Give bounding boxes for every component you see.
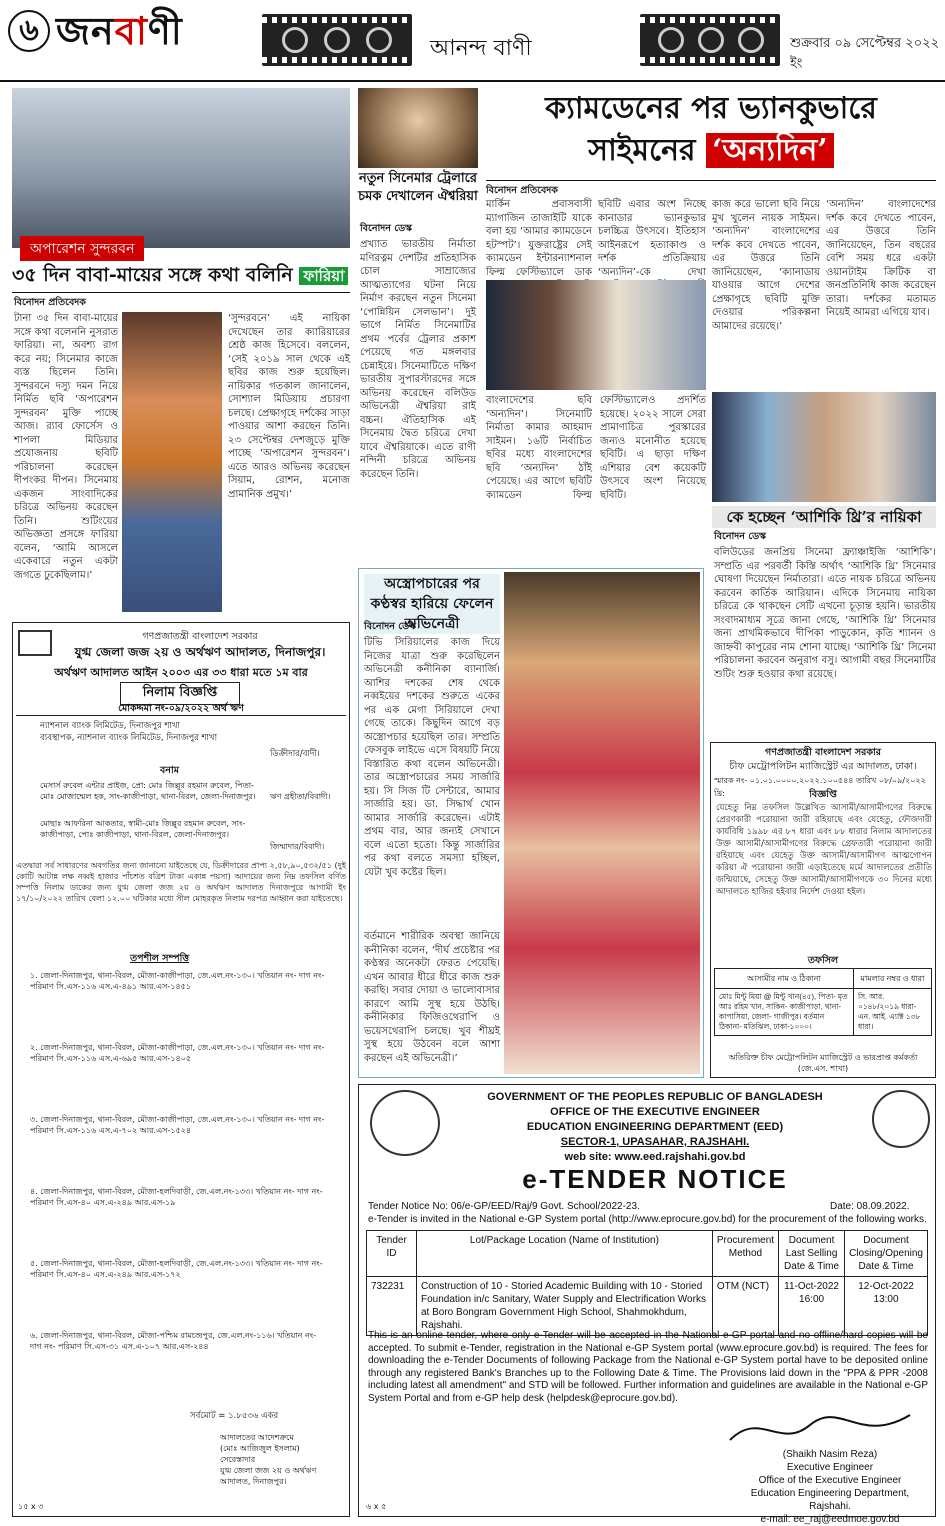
article-col-1: টানা ৩৫ দিন বাবা-মায়ের সঙ্গে কথা বলেননি নুসরাত ফারিয়া। না, অবশ্য রাগ করে নয়; সিনেমার কাজে ব্যস্ত ছিলেন তিনি। সুন্দরবনে দস্যু দমন নিয়ে নির্মিত ছবি ‘অপারেশন সুন্দরবন’ মুক্তি পাচ্ছে আজ। র‍্যাব ফোর্সেস ও শাপলা মিডিয়ার প্রযোজনায় ছবিটি পরিচালনা করেছেন দীপংকর দীপন। সিনেমায় একজন সাংবাদিকের চরিত্রে অভিনয় করেছেন তিনি। শুটিংয়ের অভিজ্ঞতা প্রসঙ্গে ফারিয়া বলেন, ‘আমি আসলে একেবারে নতুন একটা জগতে ঢুকেছিলাম।’ — [14, 313, 118, 581]
article-actress-2: বর্তমানে শারীরিক অবস্থা জানিয়ে কনীনিকা বলেন, ‘দীর্ঘ প্রচেষ্টার পর কণ্ঠস্বর অনেকটা ফেরত পেয়েছি। এখন আবার ধীরে ধীরে কাজ শুরু করছি। সবার দোয়া ও ভালোবাসার কারণে আমি সুস্থ হয়ে উঠছি। কনীনিকার ফিজিওথেরাপি ও ভয়েসথেরাপি চলছে। খুব শীঘ্রই সুস্থ হয়ে উঠবেন বলে আশা করছেন এই অভিনেত্রী।’ — [364, 931, 500, 1064]
eed-emblem-icon — [370, 1090, 440, 1156]
headline-simon: ক্যামডেনের পর ভ্যানকুভারে সাইমনের ‘অন্যদিন’ — [545, 91, 877, 168]
tender-footer: This is an online tender, where only e-Tender will be accepted in the National e-GP portal and no offline/hard copies will be accepted. To submit e-Tender, registration in the National e-GP System portal (www.eprocure.gov.bd) is required. The fees for downloading the e-Tender Documents of following Package from the National e-GP System portal have to be deposited online through any registered Bank's Branches up to the Following Date & Time. The Provisions laid down in the "PPA & PPR -2008 including latest all amendment" and STD will be followed. Further information and guidelines are available in the National e-GP System Portal and from e-GP help desk (helpdesk@eprocure.gov.bd). — [368, 1330, 928, 1404]
film-reel-icon — [262, 14, 412, 66]
lot-item: ৫. জেলা-দিনাজপুর, থানা-বিরল, মৌজা-হলদিবাড়ী, জে.এল.নং-১৩৩। খতিয়ান নং- দাগ নং- পরিমাণ সি.এস-৪০ এস.এ-২৪৯ আর.এস-১৭২ — [30, 1259, 323, 1279]
byline: বিনোদন প্রতিবেদক — [14, 297, 86, 308]
newspaper-logo: জনবাণী — [56, 8, 183, 53]
warrant-table: আসামীর নাম ও ঠিকানা মামলার নম্বর ও ধারা মোঃ মিন্টু মিয়া @ মিন্টু খান(৪৫), পিতা- মৃত আঃ রহিম খান, সাকিন- কাজীপাড়া, থানা- কাপাসিয়া, জেলা- গাজীপুর। বর্তমান ঠিকানা- মতিঝিল, ঢাকা-১০০০। সি. আর. ০১৪৮/২০১৯ ধারা- এন. আই. এ্যাক্ট ১৩৮ ধারা। — [714, 968, 932, 1036]
issue-date: শুক্রবার ০৯ সেপ্টেম্বর ২০২২ ইং — [790, 36, 940, 71]
gov-seal-icon — [872, 1090, 930, 1148]
table-row: 732231 Construction of 10 - Storied Academic Building with 10 - Storied Foundation in/c Sanitary, Water Supply and Electrification Works at Boro Bongram Government High School, Shahmokhdum, Rajshahi. OTM (NCT) 11-Oct-2022 16:00 12-Oct-2022 13:00 — [367, 1277, 928, 1336]
auction-title: নিলাম বিজ্ঞপ্তি — [120, 682, 240, 705]
photo-caption: অপারেশন সুন্দরবন — [20, 236, 144, 261]
auction-signature: আদালতের আদেশক্রমে (মোঃ আজিজুল ইসলাম) সেরেস্তাদার যুগ্ম জেলা জজ ২য় ও অর্থঋণ আদালত, দিনাজপুর। — [220, 1433, 317, 1486]
article-actress: টিভি সিরিয়ালের কাজ দিয়ে নিজের যাত্রা শুরু করেছিলেন অভিনেত্রী কনীনিকা ব্যানার্জি। আশির দশকের শেষ থেকে নব্বইয়ের দশকের শুরুতে একের পর এক মেগা সিরিয়ালে দেখা গেছে তাকে। কিছুদিন আগে বড় অস্ত্রোপচার হয়েছিল তার। সম্প্রতি ফেসবুক লাইভে এসে বিষয়টি নিয়ে বিস্তারিত কথা বলেন অভিনেত্রী। তার অস্ত্রোপচারের সময় সার্জারি হয়। সি সিজ টি সেন্টারে, আমার সার্জারি হয়। ডা. সিদ্ধার্থ খোন আমার সার্জারি করেছেন। এটাই প্রথম বার, আর জন্যই সেখানে বলে এতো হতো। কিন্তু সার্জারির পর কথা বলতে সমস্যা হচ্ছিল, যেটা খুব কষ্টের ছিল। — [364, 637, 500, 878]
actress-photo — [122, 312, 222, 612]
masthead — [0, 0, 945, 82]
heroines-photo — [712, 392, 936, 502]
article-col-2: ‘সুন্দরবনে’ এই নায়িকা দেখেছেন তার ক্যারিয়ারের শ্রেষ্ঠ কাজ হিসেবে। বললেন, ‘সেই ২০১৯ সাল থেকে এই ছবির কাজ শুরু হয়েছিল। নায়িকার গতকাল জানালেন, সোশ্যাল মিডিয়ায় প্রচারণা চলছে। প্রেক্ষাগৃহে দর্শকের সাড়া পাওয়ার আশা করছেন তিনি। ২৩ সেপ্টেম্বর দেশজুড়ে মুক্তি পাচ্ছে ‘অপারেশন সুন্দরবন’। এতে আরও অভিনয় করেছেন সিয়াম, রোশন, মনোজ প্রামানিক প্রমুখ।’ — [228, 313, 350, 500]
lot-item: ২. জেলা-দিনাজপুর, থানা-বিরল, মৌজা-কাজীপাড়া, জে.এল.নং-১৩০। খতিয়ান নং- দাগ নং- পরিমাণ সি.এস-১১৬ এস.এ-৬৯৫ আর.এস-১৪০৫ — [30, 1043, 325, 1063]
headline-aashiqui: কে হচ্ছেন ‘আশিকি থ্রি’র নায়িকা — [712, 506, 936, 528]
article-simon-col3: কাজ করে ভালো ছবি নিয়ে মুখ খুলেন নায়ক সাইমন। ‘অন্যদিন’ বাংলাদেশের দর্শক কবে দেখতে পাবেন, এর উত্তরে তিনি জানিয়েছেন, ‘ক্যানাডায় যাওয়ার আগে দেশের প্রেক্ষাগৃহে ছবিটি মুক্তি দেওয়ার পরিকল্পনা আমাদের রয়েছে।’ — [712, 199, 820, 332]
headline-actress: অস্ত্রোপচারের পর কণ্ঠস্বর হারিয়ে ফেলেন অভিনেত্রী — [364, 574, 500, 634]
headline-sundarban: ৩৫ দিন বাবা-মায়ের সঙ্গে কথা বলিনি ফারিয়া — [12, 262, 350, 289]
byline: বিনোদন ডেস্ক — [360, 223, 412, 234]
lot-item: ১. জেলা-দিনাজপুর, থানা-বিরল, মৌজা-কাজীপাড়া, জে.এল.নং-১৩০। খতিয়ান নং- দাগ নং- পরিমাণ সি.এস-১১৬ এস.এ-৪৯১ আর.এস-১৪৫১ — [30, 971, 325, 991]
lot-item: ৬. জেলা-দিনাজপুর, থানা-বিরল, মৌজা-পশ্চিম রামচন্দ্রপুর, জে.এল.নং-১১৬। খতিয়ান নং- দাগ নং- পরিমাণ সি.এস-৩১ এস.এ-১০৭ আর.এস-২৪৪ — [30, 1331, 317, 1351]
lot-item: ৩. জেলা-দিনাজপুর, থানা-বিরল, মৌজা-কাজীপাড়া, জে.এল.নং-১৩০। খতিয়ান নং- দাগ নং- পরিমাণ সি.এস-১১৬ এস.এ-৭০২ আর.এস-১৫২৪ — [30, 1115, 325, 1135]
article-simon-col1: মার্কিন প্রবাসবাসী ম্যাগাজিন তাজাইটি যাকে বলা হয় ‘আমার ক্যামডেনে হটস্পট’। যুক্তরাষ্ট্রের সেই ক্যামডেন ইন্টারন্যাশনাল ফিল্ম ফেস্টিভ্যালে ডাক — [486, 199, 592, 278]
byline: বিনোদন ডেস্ক — [714, 531, 766, 542]
headline-aishwarya: নতুন সিনেমার ট্রেলারে চমক দেখালেন ঐশ্বরিয়া — [358, 171, 478, 204]
lot-item: ৪. জেলা-দিনাজপুর, থানা-বিরল, মৌজা-হলদিবাড়ী, জে.এল.নং-১৩৩। খতিয়ান নং- দাগ নং- পরিমাণ সি.এস-৪০ এস.এ-২৪৯ আর.এস-১৯ — [30, 1187, 323, 1207]
tender-table: Tender ID Lot/Package Location (Name of Institution) Procurement Method Document Last Selling Date & Time Document Closing/Opening Date & Time 732231 Construction of 10 - Storied Academic Building with 10 - Storied Foundation in/c Sanitary, Water Supply and Electrification Works at Boro Bongram Government High School, Shahmokhdum, Rajshahi. OTM (NCT) 11-Oct-2022 16:00 12-Oct-2022 13:00 — [366, 1230, 928, 1336]
group-photo — [12, 88, 350, 248]
bank-logo-icon — [18, 630, 52, 656]
tender-org: GOVERNMENT OF THE PEOPLES REPUBLIC OF BANGLADESH OFFICE OF THE EXECUTIVE ENGINEER EDUCATION ENGINEERING DEPARTMENT (EED) SECTOR-1, UPASAHAR, RAJSHAHI. web site: www.eed.rajshahi.gov.bd — [487, 1091, 823, 1163]
name-badge: ফারিয়া — [299, 267, 348, 285]
aishwarya-photo — [358, 88, 478, 168]
article-aishwarya: প্রখ্যাত ভারতীয় নির্মাতা মণিরত্নম দেশটির প্রতিহাসিক চোল সাম্রাজ্যের আত্মত্যাগের ঘটনা নিয়ে নির্মাণ করছেন নতুন সিনেমা ‘পোন্নিয়িন সেলভান’। দুই ভাগে নির্মিত সিনেমাটির প্রথম পর্বের ট্রেলার প্রকাশ পেয়েছে গত মঙ্গলবার চেন্নাইয়ে। সিনেমাটিতে দক্ষিণ ভারতীয় সুপারস্টারদের সঙ্গে অভিনয় করেছেন বলিউড অভিনেত্রী ঐশ্বরিয়া রাই বচ্চন। ঐতিহাসিক এই সিনেমায় দ্বৈত চরিত্রে দেখা যাবে ঐশ্বরিয়াকে। এতে রাণী নন্দিনী চরিত্রে অভিনয় করেছেন তিনি। — [360, 239, 476, 480]
article-simon-lower: বাংলাদেশের ছবি ‘অন্যদিন’। সিনেমাটি নির্মাতা কামার আহমাদ সাইমন। ১৬টি নির্বাচিত ছবির মধ্যে বাংলাদেশের ছবি ‘অন্যদিন’ ঠাঁই পেয়েছে। এর আগে ছবিটি ক্যামডেন ফিল্ম ফেস্টিভ্যালেও প্রদর্শিত হয়েছে। ২০২২ সালে সেরা প্রামাণ্যচিত্র পুরস্কারের জন্যও মনোনীত হয়েছে ছবিটি। এ ছাড়া দক্ষিণ এশিয়ার বেশ কয়েকটি উৎসবে অংশ নিয়েছে ছবিটি। — [486, 395, 706, 501]
byline: বিনোদন প্রতিবেদক — [486, 185, 558, 196]
article-simon-col2: ছবিটি এবার অংশ নিচ্ছে কানাডার ভ্যানকুভার চলচ্চিত্র উৎসবে। ইতিহাস আইনরূপে হত্যাকাণ্ড ও দর্শক প্রতিক্রিয়ায় ‘অন্যদিন’-কে দেখা — [598, 199, 706, 278]
article-aashiqui: বলিউডের জনপ্রিয় সিনেমা ফ্র্যাঞ্চাইজি ‘আশিকি’। সম্প্রতি এর পরবর্তী কিস্তি অর্থাৎ ‘আশিকি থ্রি’ সিনেমার ঘোষণা দিয়েছেন নির্মাতারা। এতে নায়ক চরিত্রে অভিনয় করবেন কার্তিক আরিয়ান। এদিকে সিনেমায় নায়িকা চরিত্রে কে থাকছেন সেটি এখনো চূড়ান্ত হয়নি। ভারতীয় সংবাদমাধ্যম সূত্রে জানা গেছে, ‘আশিকি থ্রি’ সিনেমার জন্য প্রাথমিকভাবে দীপিকা পাড়ুকোন, কৃতি শ্যানন ও জাহ্নবী কাপুরের নাম শোনা যাচ্ছে। ‘আশিকি থ্রি’ সিনেমা পরিচালনা করবেন অনুরাগ বসু। আগামী বছর সিনেমাটির শুটিং শুরু হওয়ার কথা রয়েছে। — [714, 547, 936, 680]
film-strip-icon — [640, 14, 780, 66]
section-title: আনন্দ বাণী — [430, 36, 532, 61]
tender-title: e-TENDER NOTICE — [522, 1164, 788, 1194]
page-number: ৬ — [8, 10, 50, 52]
byline: বিনোদন ডেস্ক — [364, 621, 416, 632]
article-simon-col4: ‘অন্যদিন’ বাংলাদেশের দর্শক কবে দেখতে পাবেন, এর উত্তরে তিনি জানিয়েছেন, তিন বছরের বেশি সময় ধরে একটা ওয়ানটাইম ক্রিটিক বা জনপ্রতিনিধি কাজ করেছেন তারা। দর্শকের মতামত নিয়েই আমরা এগিয়ে যাব। — [826, 199, 936, 318]
tender-signature: (Shaikh Nasim Reza) Executive Engineer Office of the Executive Engineer Education Engineering Department, Rajshahi. e-mail: ee_raj@eedmoe.gov.bd — [750, 1449, 910, 1525]
actress-photo-saree — [504, 572, 700, 1074]
auction-lots — [30, 970, 330, 1402]
simon-group-photo — [486, 280, 706, 390]
